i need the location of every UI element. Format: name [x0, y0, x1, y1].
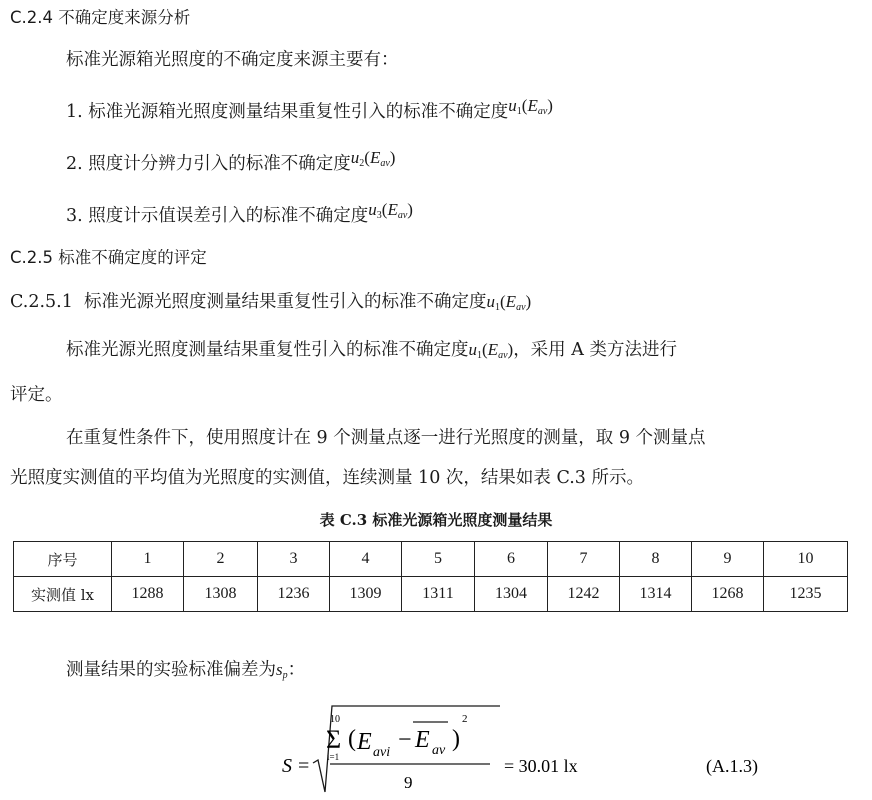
uncertainty-symbol: $u_1(E_{av})$: [486, 292, 532, 313]
table-row-values: [14, 577, 848, 612]
table-cell: 9: [692, 542, 764, 577]
table-cell: 1311: [402, 577, 475, 612]
svg-text:E: E: [357, 729, 372, 755]
table-row-label: 实测值 lx: [14, 577, 112, 612]
formula-intro: 测量结果的实验标准偏差为$s_p$：: [66, 660, 306, 681]
table-cell: 8: [620, 542, 692, 577]
table-cell: 1235: [764, 577, 848, 612]
uncertainty-symbol: $u_1(E_{av})$: [508, 96, 553, 117]
table-row-label: 序号: [14, 542, 112, 577]
paragraph-1-end: 评定。: [10, 385, 63, 405]
table-cell: 1308: [184, 577, 258, 612]
svg-text:): ): [452, 726, 460, 752]
list-item-text: 2. 照度计分辨力引入的标准不确定度: [66, 154, 351, 174]
svg-text:2: 2: [462, 713, 468, 725]
sp-symbol: $s_p$: [276, 660, 288, 681]
table-cell: 1288: [112, 577, 184, 612]
table-cell: 1304: [475, 577, 548, 612]
table-cell: 1: [112, 542, 184, 577]
intro-paragraph: 标准光源箱光照度的不确定度来源主要有：: [66, 50, 399, 70]
table-cell: 4: [330, 542, 402, 577]
svg-text:i=1: i=1: [327, 752, 340, 762]
table-cell: 1242: [548, 577, 620, 612]
table-cell: 1268: [692, 577, 764, 612]
list-item: [66, 96, 553, 130]
standard-deviation-formula: [0, 700, 872, 800]
section-heading-c25: C.2.5 标准不确定度的评定: [10, 248, 207, 267]
subsection-number: C.2.5.1: [10, 292, 73, 312]
subsection-title: 标准光源光照度测量结果重复性引入的标准不确定度: [84, 292, 487, 312]
uncertainty-symbol: $u_1(E_{av})$: [468, 340, 514, 361]
svg-text:(: (: [348, 726, 356, 752]
table-cell: 7: [548, 542, 620, 577]
table-caption: 表 C.3 标准光源箱光照度测量结果: [319, 511, 553, 529]
uncertainty-symbol: $u_3(E_{av})$: [368, 200, 413, 221]
svg-text:E: E: [415, 727, 430, 753]
sum-icon: Σ: [326, 725, 342, 754]
list-item-text: 1. 标准光源箱光照度测量结果重复性引入的标准不确定度: [66, 102, 509, 122]
table-cell: 3: [258, 542, 330, 577]
table-cell: 6: [475, 542, 548, 577]
svg-text:=: =: [298, 755, 310, 777]
svg-text:(A.1.3): (A.1.3): [706, 756, 758, 776]
svg-text:avi: avi: [373, 745, 391, 760]
subsection-heading: [10, 290, 531, 320]
paragraph-1: 标准光源光照度测量结果重复性引入的标准不确定度$u_1(E_{av})$，采用 A 类方法进行: [66, 340, 677, 361]
measurement-table: [13, 541, 848, 612]
table-cell: 2: [184, 542, 258, 577]
paragraph-2-line-1: 在重复性条件下，使用照度计在 9 个测量点逐一进行光照度的测量，取 9 个测量点: [66, 428, 706, 448]
table-cell: 10: [764, 542, 848, 577]
svg-text:av: av: [432, 743, 446, 758]
uncertainty-symbol: $u_2(E_{av})$: [350, 148, 396, 169]
svg-text:= 30.01 lx: = 30.01 lx: [504, 756, 578, 776]
table-cell: 1309: [330, 577, 402, 612]
table-cell: 1236: [258, 577, 330, 612]
svg-text:9: 9: [404, 773, 413, 792]
paragraph-2-line-2: 光照度实测值的平均值为光照度的实测值，连续测量 10 次，结果如表 C.3 所示。: [10, 468, 644, 488]
list-item-text: 3. 照度计示值误差引入的标准不确定度: [66, 206, 369, 226]
list-item: [66, 200, 413, 234]
svg-text:−: −: [398, 727, 412, 753]
svg-text:10: 10: [330, 714, 340, 725]
table-cell: 1314: [620, 577, 692, 612]
svg-text:S: S: [282, 755, 292, 777]
table-row-index: [14, 542, 848, 577]
table-cell: 5: [402, 542, 475, 577]
section-heading-c24: C.2.4 不确定度来源分析: [10, 8, 191, 27]
list-item: [66, 148, 396, 182]
